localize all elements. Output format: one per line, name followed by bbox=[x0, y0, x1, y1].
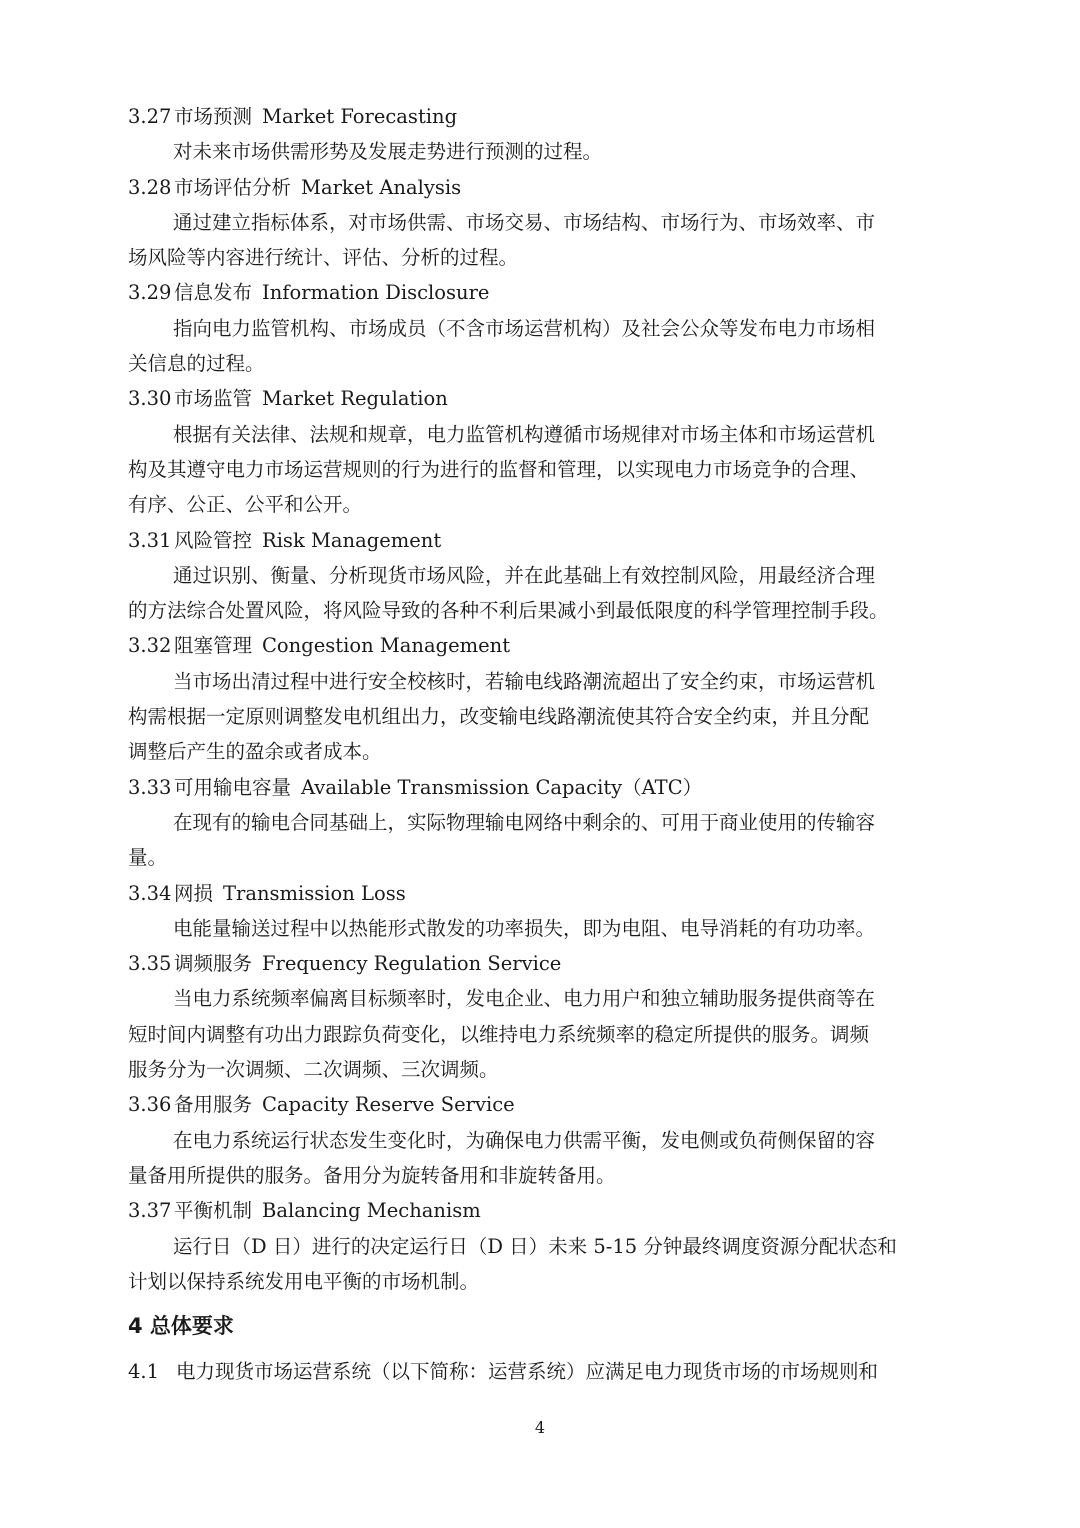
term-number: 3.31 bbox=[128, 528, 172, 552]
term-entry bbox=[128, 523, 958, 629]
definition-line: 当电力系统频率偏离目标频率时，发电企业、电力用户和独立辅助服务提供商等在 bbox=[173, 987, 876, 1011]
term-chinese-name: 信息发布 bbox=[174, 281, 253, 305]
definition-line: 量备用所提供的服务。备用分为旋转备用和非旋转备用。 bbox=[128, 1163, 616, 1187]
definition-line: 对未来市场供需形势及发展走势进行预测的过程。 bbox=[173, 140, 603, 164]
term-chinese-name: 调频服务 bbox=[174, 952, 253, 976]
term-heading bbox=[128, 275, 958, 310]
term-heading bbox=[128, 876, 958, 911]
term-chinese-name: 市场评估分析 bbox=[174, 175, 292, 199]
term-entry bbox=[128, 275, 958, 381]
term-chinese-name: 阻塞管理 bbox=[174, 634, 253, 658]
term-english-name: Market Analysis bbox=[301, 175, 462, 199]
definition-line: 在现有的输电合同基础上，实际物理输电网络中剩余的、可用于商业使用的传输容 bbox=[173, 810, 876, 834]
term-number: 3.37 bbox=[128, 1199, 172, 1223]
definition-line: 运行日（D 日）进行的决定运行日（D 日）未来 5-15 分钟最终调度资源分配状态和 bbox=[173, 1234, 897, 1258]
definition-line: 通过建立指标体系，对市场供需、市场交易、市场结构、市场行为、市场效率、市 bbox=[173, 210, 876, 234]
term-english-name: Congestion Management bbox=[262, 634, 511, 658]
term-entry bbox=[128, 170, 958, 276]
term-number: 3.32 bbox=[128, 634, 172, 658]
term-number: 3.35 bbox=[128, 952, 172, 976]
term-chinese-name: 网损 bbox=[174, 881, 214, 905]
term-chinese-name: 备用服务 bbox=[174, 1093, 253, 1117]
term-english-name: Information Disclosure bbox=[262, 281, 490, 305]
term-number: 3.27 bbox=[128, 105, 172, 128]
term-heading bbox=[128, 523, 958, 558]
term-heading bbox=[128, 1087, 958, 1122]
term-english-name: Available Transmission Capacity（ATC） bbox=[301, 775, 703, 799]
definition-line: 关信息的过程。 bbox=[128, 352, 265, 376]
definition-line: 构及其遵守电力市场运营规则的行为进行的监督和管理，以实现电力市场竞争的合理、 bbox=[128, 457, 870, 481]
document-body bbox=[128, 99, 958, 1390]
term-number: 3.30 bbox=[128, 387, 172, 411]
term-definitions bbox=[128, 99, 958, 1299]
term-heading bbox=[128, 1193, 958, 1228]
definition-line: 场风险等内容进行统计、评估、分析的过程。 bbox=[128, 246, 519, 270]
clause-text: 电力现货市场运营系统（以下简称：运营系统）应满足电力现货市场的市场规则和 bbox=[176, 1360, 879, 1384]
term-entry bbox=[128, 1193, 958, 1299]
term-entry bbox=[128, 876, 958, 947]
section-heading: 4 总体要求 bbox=[128, 1314, 234, 1339]
term-heading bbox=[128, 381, 958, 416]
term-chinese-name: 市场预测 bbox=[174, 105, 253, 128]
term-heading bbox=[128, 170, 958, 205]
definition-line: 根据有关法律、法规和规章，电力监管机构遵循市场规律对市场主体和市场运营机 bbox=[173, 422, 876, 446]
term-heading bbox=[128, 99, 958, 134]
definition-line: 指向电力监管机构、市场成员（不含市场运营机构）及社会公众等发布电力市场相 bbox=[173, 316, 876, 340]
term-number: 3.34 bbox=[128, 881, 172, 905]
term-number: 3.29 bbox=[128, 281, 172, 305]
definition-line: 计划以保持系统发用电平衡的市场机制。 bbox=[128, 1269, 480, 1293]
definition-line: 在电力系统运行状态发生变化时，为确保电力供需平衡，发电侧或负荷侧保留的容 bbox=[173, 1128, 876, 1152]
term-english-name: Frequency Regulation Service bbox=[262, 952, 562, 976]
term-english-name: Transmission Loss bbox=[223, 881, 406, 905]
term-entry bbox=[128, 628, 958, 769]
term-heading bbox=[128, 628, 958, 663]
term-number: 3.36 bbox=[128, 1093, 172, 1117]
term-entry bbox=[128, 946, 958, 1087]
term-chinese-name: 平衡机制 bbox=[174, 1199, 253, 1223]
definition-line: 构需根据一定原则调整发电机组出力，改变输电线路潮流使其符合安全约束，并且分配 bbox=[128, 705, 870, 729]
definition-line: 通过识别、衡量、分析现货市场风险，并在此基础上有效控制风险，用最经济合理 bbox=[173, 563, 876, 587]
term-chinese-name: 风险管控 bbox=[174, 528, 253, 552]
term-heading bbox=[128, 946, 958, 981]
term-entry bbox=[128, 1087, 958, 1193]
definition-line: 电能量输送过程中以热能形式散发的功率损失，即为电阻、电导消耗的有功功率。 bbox=[173, 916, 876, 940]
term-entry bbox=[128, 381, 958, 522]
term-entry bbox=[128, 770, 958, 876]
term-english-name: Capacity Reserve Service bbox=[262, 1093, 515, 1117]
term-english-name: Market Regulation bbox=[262, 387, 448, 411]
term-number: 3.28 bbox=[128, 175, 172, 199]
term-chinese-name: 可用输电容量 bbox=[174, 775, 292, 799]
term-english-name: Risk Management bbox=[262, 528, 442, 552]
term-heading bbox=[128, 770, 958, 805]
definition-line: 量。 bbox=[128, 846, 168, 870]
term-entry bbox=[128, 99, 958, 170]
term-english-name: Balancing Mechanism bbox=[262, 1199, 481, 1223]
definition-line: 调整后产生的盈余或者成本。 bbox=[128, 740, 382, 764]
page-number: 4 bbox=[534, 1418, 546, 1437]
definition-line: 的方法综合处置风险，将风险导致的各种不利后果减小到最低限度的科学管理控制手段。 bbox=[128, 599, 889, 623]
term-english-name: Market Forecasting bbox=[262, 105, 458, 128]
definition-line: 有序、公正、公平和公开。 bbox=[128, 493, 363, 517]
clause-number: 4.1 bbox=[128, 1360, 160, 1384]
definition-line: 短时间内调整有功出力跟踪负荷变化，以维持电力系统频率的稳定所提供的服务。调频 bbox=[128, 1022, 870, 1046]
term-chinese-name: 市场监管 bbox=[174, 387, 253, 411]
term-number: 3.33 bbox=[128, 775, 172, 799]
definition-line: 服务分为一次调频、二次调频、三次调频。 bbox=[128, 1058, 499, 1082]
definition-line: 当市场出清过程中进行安全校核时，若输电线路潮流超出了安全约束，市场运营机 bbox=[173, 669, 876, 693]
clause-4-1 bbox=[128, 1354, 958, 1389]
